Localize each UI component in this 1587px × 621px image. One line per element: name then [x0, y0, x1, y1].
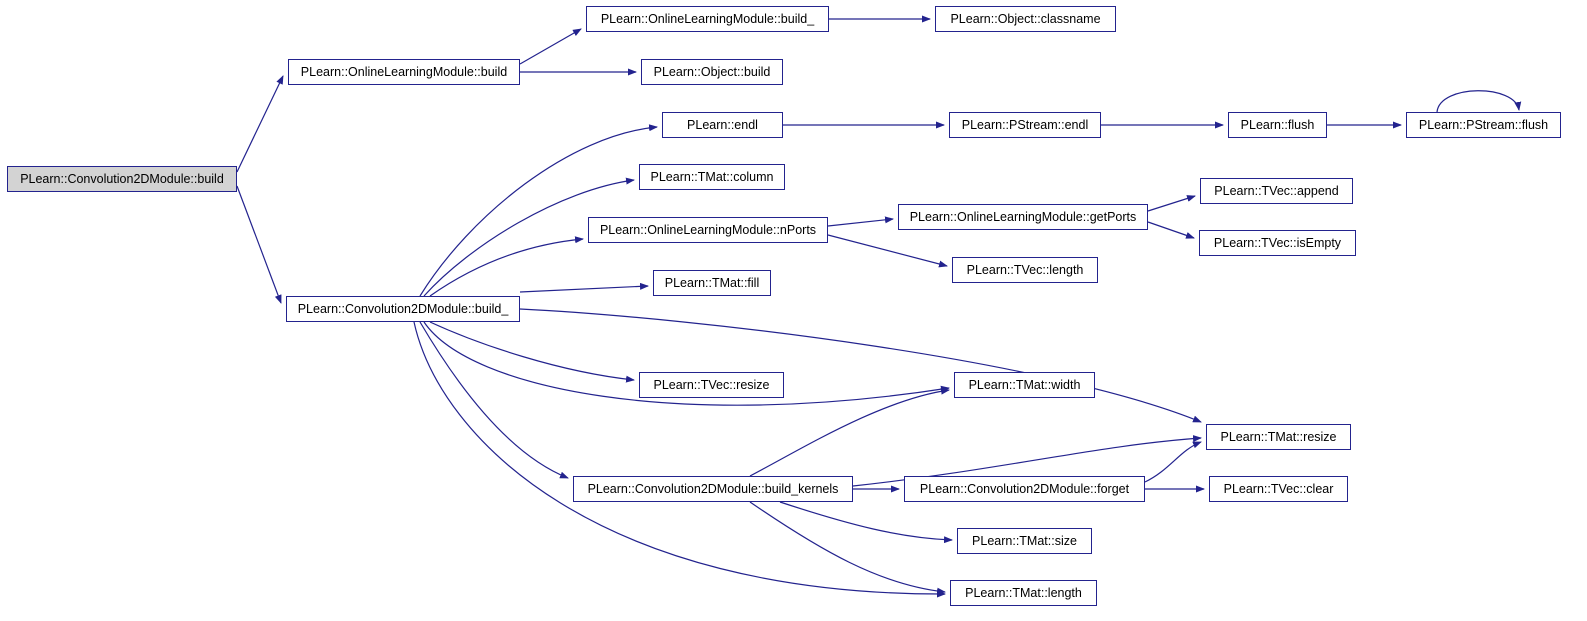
node-label: PLearn::Convolution2DModule::forget	[919, 481, 1130, 496]
node-label: PLearn::Object::classname	[950, 11, 1101, 26]
node-tvec-clear[interactable]	[1209, 476, 1348, 502]
node-label: PLearn::TMat::size	[972, 533, 1077, 548]
node-endl[interactable]	[662, 112, 783, 138]
node-label: PLearn::TMat::width	[968, 377, 1081, 392]
node-label: PLearn::TVec::clear	[1223, 481, 1334, 496]
node-label: PLearn::endl	[687, 117, 758, 132]
node-label: PLearn::Convolution2DModule::build_	[297, 301, 509, 316]
node-label: PLearn::flush	[1240, 117, 1315, 132]
node-label: PLearn::TVec::append	[1214, 183, 1339, 198]
node-tvec-append[interactable]	[1200, 178, 1353, 204]
node-label: PLearn::Convolution2DModule::build_kernels	[587, 481, 839, 496]
node-tvec-isempty[interactable]	[1199, 230, 1356, 256]
node-tvec-resize[interactable]	[639, 372, 784, 398]
node-convolution2dmodule-build-kernels[interactable]	[573, 476, 853, 502]
node-pstream-endl[interactable]	[949, 112, 1101, 138]
node-convolution2dmodule-build[interactable]	[7, 166, 237, 192]
node-convolution2dmodule-build-underscore[interactable]	[286, 296, 520, 322]
node-label: PLearn::TVec::length	[966, 262, 1084, 277]
node-tvec-length[interactable]	[952, 257, 1098, 283]
node-pstream-flush[interactable]	[1406, 112, 1561, 138]
node-label: PLearn::TMat::resize	[1220, 429, 1337, 444]
node-tmat-resize[interactable]	[1206, 424, 1351, 450]
node-tmat-column[interactable]	[639, 164, 785, 190]
node-label: PLearn::Object::build	[653, 64, 771, 79]
node-object-classname[interactable]	[935, 6, 1116, 32]
node-label: PLearn::OnlineLearningModule::build_	[600, 11, 815, 26]
node-tmat-width[interactable]	[954, 372, 1095, 398]
node-onlinelearningmodule-nports[interactable]	[588, 217, 828, 243]
node-label: PLearn::TVec::resize	[653, 377, 770, 392]
node-onlinelearningmodule-build[interactable]	[288, 59, 520, 85]
node-tmat-fill[interactable]	[653, 270, 771, 296]
node-tmat-size[interactable]	[957, 528, 1092, 554]
node-tmat-length[interactable]	[950, 580, 1097, 606]
node-onlinelearningmodule-getports[interactable]	[898, 204, 1148, 230]
node-label: PLearn::TMat::column	[650, 169, 774, 184]
node-label: PLearn::OnlineLearningModule::nPorts	[599, 222, 817, 237]
node-label: PLearn::PStream::endl	[961, 117, 1089, 132]
node-label: PLearn::TMat::fill	[664, 275, 760, 290]
node-label: PLearn::Convolution2DModule::build	[20, 171, 224, 186]
node-object-build[interactable]	[641, 59, 783, 85]
node-label: PLearn::OnlineLearningModule::build	[300, 64, 508, 79]
node-label: PLearn::OnlineLearningModule::getPorts	[909, 209, 1137, 224]
node-label: PLearn::TVec::isEmpty	[1213, 235, 1342, 250]
node-convolution2dmodule-forget[interactable]	[904, 476, 1145, 502]
node-label: PLearn::PStream::flush	[1418, 117, 1549, 132]
node-flush[interactable]	[1228, 112, 1327, 138]
node-label: PLearn::TMat::length	[965, 585, 1082, 600]
node-onlinelearningmodule-build-underscore[interactable]	[586, 6, 829, 32]
